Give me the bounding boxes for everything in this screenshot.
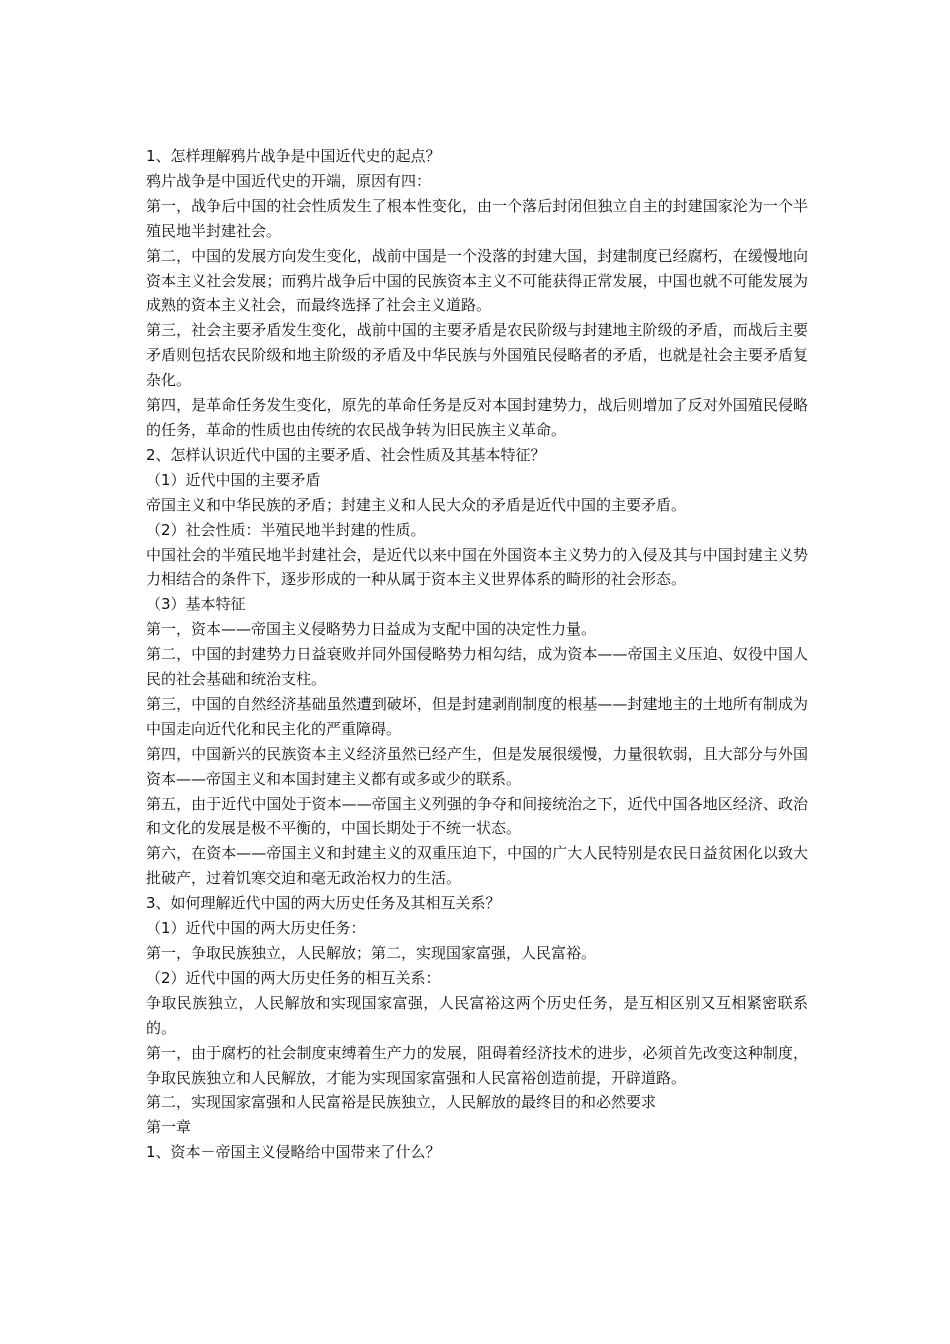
document-body (146, 144, 808, 1165)
answer-paragraph: 第二，中国的发展方向发生变化，战前中国是一个没落的封建大国，封建制度已经腐朽，在缓慢地向资本主义社会发展；而鸦片战争后中国的民族资本主义不可能获得正常发展，中国也就不可能发展为成熟的资本主义社会，而最终选择了社会主义道路。 (146, 246, 808, 315)
chapter-heading: 第一章 (146, 1118, 192, 1137)
answer-paragraph: 第一，战争后中国的社会性质发生了根本性变化，由一个落后封闭但独立自主的封建国家沦为一个半殖民地半封建社会。 (146, 196, 808, 240)
answer-paragraph: 第二，中国的封建势力日益衰败并同外国侵略势力相勾结，成为资本——帝国主义压迫、奴役中国人民的社会基础和统治支柱。 (146, 645, 808, 689)
question-heading: 1、怎样理解鸦片战争是中国近代史的起点？ (146, 147, 441, 165)
question-heading: 2、怎样认识近代中国的主要矛盾、社会性质及其基本特征？ (146, 445, 546, 464)
answer-paragraph: 第四，是革命任务发生变化，原先的革命任务是反对本国封建势力，战后则增加了反对外国殖民侵略的任务，革命的性质也由传统的农民战争转为旧民族主义革命。 (146, 396, 808, 439)
question-heading: 1、资本－帝国主义侵略给中国带来了什么？ (146, 1143, 441, 1162)
answer-paragraph: 第三，社会主要矛盾发生变化，战前中国的主要矛盾是农民阶级与封建地主阶级的矛盾，而战后主要矛盾则包括农民阶级和地主阶级的矛盾及中华民族与外国殖民侵略者的矛盾，也就是社会主要矛盾复杂化。 (146, 321, 808, 390)
sub-heading: （2）社会性质：半殖民地半封建的性质。 (146, 520, 426, 539)
question-heading: 3、如何理解近代中国的两大历史任务及其相互关系？ (146, 894, 501, 913)
answer-paragraph: 第一，争取民族独立，人民解放；第二，实现国家富强，人民富裕。 (146, 944, 597, 962)
sub-heading: （1）近代中国的主要矛盾 (146, 470, 321, 489)
answer-intro: 鸦片战争是中国近代史的开端，原因有四： (146, 171, 432, 190)
sub-heading: （2）近代中国的两大历史任务的相互关系： (146, 968, 441, 987)
answer-paragraph: 争取民族独立，人民解放和实现国家富强，人民富裕这两个历史任务，是互相区别又互相紧密联系的。 (146, 993, 808, 1037)
answer-paragraph: 第四，中国新兴的民族资本主义经济虽然已经产生，但是发展很缓慢，力量很软弱，且大部分与外国资本——帝国主义和本国封建主义都有或多或少的联系。 (146, 744, 808, 788)
answer-paragraph: 第一，由于腐朽的社会制度束缚着生产力的发展，阻碍着经济技术的进步，必须首先改变这种制度，争取民族独立和人民解放，才能为实现国家富强和人民富裕创造前提，开辟道路。 (146, 1043, 808, 1087)
sub-heading: （3）基本特征 (146, 595, 246, 614)
answer-paragraph: 第三，中国的自然经济基础虽然遭到破坏，但是封建剥削制度的根基——封建地主的土地所有制成为中国走向近代化和民主化的严重障碍。 (146, 694, 808, 738)
answer-paragraph: 第二，实现国家富强和人民富裕是民族独立，人民解放的最终目的和必然要求 (146, 1093, 657, 1112)
answer-paragraph: 第六，在资本——帝国主义和封建主义的双重压迫下，中国的广大人民特别是农民日益贫困化以致大批破产，过着饥寒交迫和毫无政治权力的生活。 (146, 844, 808, 888)
sub-heading: （1）近代中国的两大历史任务： (146, 919, 366, 938)
answer-paragraph: 中国社会的半殖民地半封建社会，是近代以来中国在外国资本主义势力的入侵及其与中国封建主义势力相结合的条件下，逐步形成的一种从属于资本主义世界体系的畸形的社会形态。 (146, 545, 808, 589)
answer-paragraph: 帝国主义和中华民族的矛盾；封建主义和人民大众的矛盾是近代中国的主要矛盾。 (146, 495, 687, 514)
answer-paragraph: 第一，资本——帝国主义侵略势力日益成为支配中国的决定性力量。 (146, 620, 597, 639)
answer-paragraph: 第五，由于近代中国处于资本——帝国主义列强的争夺和间接统治之下，近代中国各地区经济、政治和文化的发展是极不平衡的，中国长期处于不统一状态。 (146, 794, 808, 838)
